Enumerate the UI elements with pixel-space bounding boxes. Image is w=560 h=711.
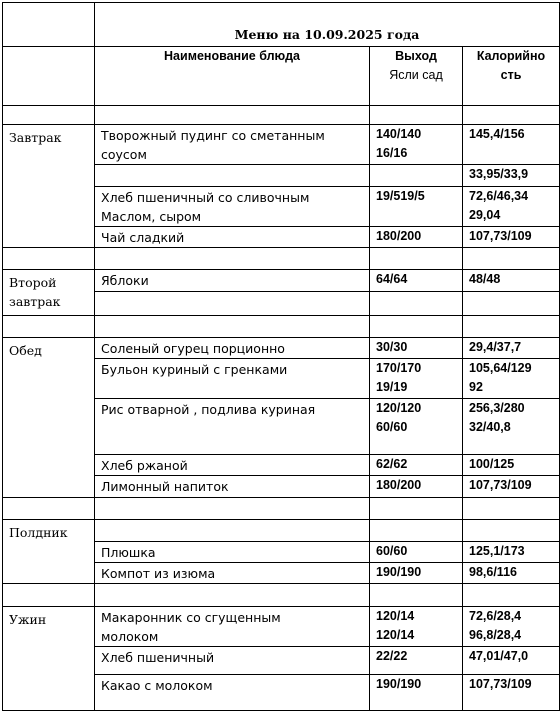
meal-name-breakfast: Завтрак (3, 125, 95, 248)
calories-cell (463, 359, 560, 399)
calories-cell (463, 476, 560, 498)
calories-value: 107,73/109 (469, 677, 532, 691)
calories-cell (463, 563, 560, 584)
output-value: 170/170 (376, 361, 422, 375)
calories-value: 107,73/109 (469, 229, 532, 243)
dish-line: Чай сладкий (101, 230, 185, 245)
calories-value: 72,6/46,34 (469, 189, 529, 203)
dish-cell (95, 563, 370, 584)
output-value: 60/60 (376, 420, 408, 434)
output-value: 180/200 (376, 478, 422, 492)
calories-cell (463, 270, 560, 292)
dish-line: молоком (101, 629, 159, 644)
output-cell (370, 563, 463, 584)
output-cell (370, 125, 463, 165)
dish-line: Какао с молоком (101, 678, 213, 693)
spacer-row (3, 520, 560, 542)
output-value: 22/22 (376, 649, 408, 663)
dish-cell (95, 607, 370, 647)
title-row (3, 3, 560, 47)
meal-name-lunch: Обед (3, 338, 95, 498)
output-cell (370, 476, 463, 498)
calories-cell (463, 227, 560, 248)
calories-cell (463, 455, 560, 476)
dish-line: Соленый огурец порционно (101, 341, 285, 356)
empty-cell (3, 3, 95, 47)
calories-cell (463, 675, 560, 711)
output-cell (370, 227, 463, 248)
dish-line: Макаронник со сгущенным (101, 610, 281, 625)
calories-cell (463, 338, 560, 359)
output-value: 140/140 (376, 127, 422, 141)
dish-line: соусом (101, 147, 147, 162)
output-cell (370, 675, 463, 711)
output-cell (370, 607, 463, 647)
calories-value: 107,73/109 (469, 478, 532, 492)
table-row (3, 125, 560, 165)
calories-value: 100/125 (469, 457, 515, 471)
spacer-row (3, 106, 560, 125)
output-cell (370, 359, 463, 399)
calories-value: 256,3/280 (469, 401, 525, 415)
output-value: 180/200 (376, 229, 422, 243)
dish-cell (95, 359, 370, 399)
calories-cell (463, 607, 560, 647)
calories-value: 72,6/28,4 (469, 609, 522, 623)
output-header-text: Выход (395, 49, 437, 63)
table-row (3, 270, 560, 292)
output-cell (370, 455, 463, 476)
dish-line: Творожный пудинг со сметанным (101, 128, 325, 143)
output-header (370, 47, 463, 106)
output-cell (370, 338, 463, 359)
output-cell (370, 270, 463, 292)
header-row (3, 47, 560, 106)
output-value: 19/19 (376, 380, 408, 394)
dish-cell (95, 399, 370, 455)
dish-cell (95, 270, 370, 292)
calories-value: 33,95/33,9 (469, 167, 529, 181)
calories-cell (463, 647, 560, 675)
calories-cell (463, 542, 560, 563)
calories-value: 125,1/173 (469, 544, 525, 558)
output-cell (370, 542, 463, 563)
output-value: 30/30 (376, 340, 408, 354)
spacer-row (3, 498, 560, 520)
calories-value: 29,4/37,7 (469, 340, 522, 354)
output-value: 120/120 (376, 401, 422, 415)
output-value: 190/190 (376, 677, 422, 691)
dish-cell (95, 647, 370, 675)
output-cell (370, 187, 463, 227)
empty-cell (3, 47, 95, 106)
spacer-row (3, 248, 560, 270)
meal-name-snack: Полдник (3, 520, 95, 584)
dish-line: Яблоки (101, 273, 149, 288)
meal-name-dinner: Ужин (3, 607, 95, 711)
dish-cell (95, 125, 370, 165)
menu-title: Меню на 10.09.2025 года (95, 3, 560, 47)
calories-value: 47,01/47,0 (469, 649, 529, 663)
dish-line: Лимонный напиток (101, 479, 229, 494)
dish-cell (95, 675, 370, 711)
dish-header-text: Наименование блюда (164, 49, 300, 63)
dish-line: Компот из изюма (101, 566, 216, 581)
dish-line: Рис отварной , подлива куриная (101, 402, 316, 417)
calories-header-line2: сть (500, 68, 522, 82)
output-cell (370, 647, 463, 675)
calories-value: 48/48 (469, 272, 501, 286)
dish-line: Плюшка (101, 545, 156, 560)
output-value: 190/190 (376, 565, 422, 579)
calories-value: 92 (469, 380, 483, 394)
dish-cell (95, 187, 370, 227)
calories-value: 98,6/116 (469, 565, 517, 579)
dish-line: Хлеб пшеничный (101, 650, 215, 665)
output-value: 60/60 (376, 544, 408, 558)
dish-cell (95, 542, 370, 563)
calories-value: 105,64/129 (469, 361, 532, 375)
calories-value: 145,4/156 (469, 127, 525, 141)
calories-value: 29,04 (469, 208, 501, 222)
calories-cell (463, 165, 560, 187)
output-value: 120/14 (376, 628, 415, 642)
dish-line: Хлеб ржаной (101, 458, 188, 473)
output-value: 120/14 (376, 609, 415, 623)
dish-line: Маслом, сыром (101, 209, 202, 224)
calories-header (463, 47, 560, 106)
output-value: 62/62 (376, 457, 408, 471)
menu-table (2, 2, 560, 711)
calories-cell (463, 125, 560, 165)
output-value: 19/519/5 (376, 189, 425, 203)
calories-cell (463, 187, 560, 227)
meal-name-second-breakfast: Второй завтрак (3, 270, 95, 316)
table-row (3, 607, 560, 647)
dish-header (95, 47, 370, 106)
table-row (3, 338, 560, 359)
spacer-row (3, 316, 560, 338)
calories-header-line1: Калорийно (476, 49, 546, 63)
output-cell (370, 399, 463, 455)
dish-cell (95, 455, 370, 476)
calories-value: 96,8/28,4 (469, 628, 522, 642)
dish-cell (95, 227, 370, 248)
output-header-sub: Ясли сад (389, 68, 443, 82)
calories-cell (463, 399, 560, 455)
spacer-row (3, 584, 560, 607)
dish-line: Бульон куриный с гренками (101, 362, 288, 377)
output-value: 16/16 (376, 146, 408, 160)
dish-cell (95, 476, 370, 498)
dish-cell (95, 338, 370, 359)
calories-value: 32/40,8 (469, 420, 511, 434)
dish-line: Хлеб пшеничный со сливочным (101, 190, 310, 205)
output-value: 64/64 (376, 272, 408, 286)
